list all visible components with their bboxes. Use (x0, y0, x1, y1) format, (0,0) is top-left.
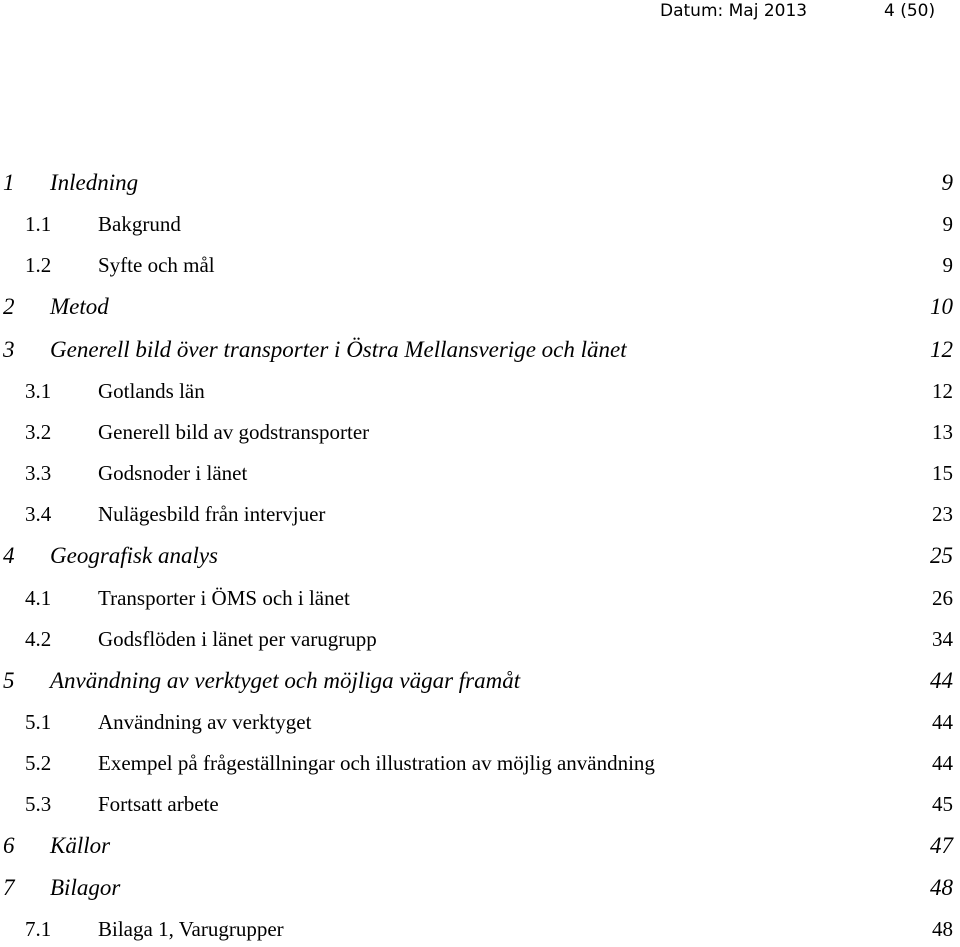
toc-entry-page: 25 (930, 543, 953, 568)
toc-entry-number: 3 (3, 337, 15, 362)
toc-entry-title: Syfte och mål (98, 253, 215, 277)
toc-entry[interactable] (0, 668, 960, 698)
toc-entry[interactable] (0, 502, 960, 532)
toc-entry-title: Nulägesbild från intervjuer (98, 502, 326, 526)
toc-entry-title: Inledning (50, 170, 139, 195)
toc-entry-page: 23 (932, 502, 953, 526)
toc-entry[interactable] (0, 253, 960, 283)
toc-entry-page: 12 (932, 379, 953, 403)
toc-entry-title: Bilaga 1, Varugrupper (98, 917, 284, 941)
toc-entry[interactable] (0, 751, 960, 781)
toc-entry[interactable] (0, 792, 960, 822)
toc-entry-title: Fortsatt arbete (98, 792, 219, 816)
toc-entry-title: Bakgrund (98, 212, 181, 236)
header-page-number: 4 (50) (884, 1, 936, 21)
toc-entry-number: 5.2 (25, 751, 52, 775)
toc-entry[interactable] (0, 420, 960, 450)
toc-entry-number: 3.1 (25, 379, 52, 403)
toc-entry[interactable] (0, 461, 960, 491)
toc-entry-page: 47 (930, 833, 953, 858)
toc-entry-page: 48 (930, 875, 953, 900)
toc-entry-title: Exempel på frågeställningar och illustration av möjlig användning (98, 751, 655, 775)
toc-entry-title: Godsnoder i länet (98, 461, 248, 485)
toc-entry-number: 7.1 (25, 917, 52, 941)
toc-entry-title: Bilagor (50, 875, 121, 900)
toc-entry-page: 44 (932, 710, 953, 734)
toc-entry-title: Geografisk analys (50, 543, 219, 568)
toc-entry-title: Källor (50, 833, 111, 858)
toc-entry[interactable] (0, 875, 960, 905)
toc-entry-title: Generell bild över transporter i Östra Mellansverige och länet (50, 337, 627, 362)
toc-entry-title: Användning av verktyget (98, 710, 312, 734)
toc-entry[interactable] (0, 586, 960, 616)
toc-entry-number: 2 (3, 294, 15, 319)
toc-entry-page: 9 (942, 253, 953, 277)
toc-entry-page: 45 (932, 792, 953, 816)
toc-entry-page: 10 (930, 294, 953, 319)
toc-entry-page: 26 (932, 586, 953, 610)
toc-entry-title: Gotlands län (98, 379, 205, 403)
toc-entry[interactable] (0, 710, 960, 740)
header-date: Datum: Maj 2013 (660, 1, 808, 21)
toc-entry-title: Metod (50, 294, 109, 319)
toc-entry-title: Generell bild av godstransporter (98, 420, 370, 444)
toc-entry[interactable] (0, 833, 960, 863)
toc-entry-number: 1.2 (25, 253, 52, 277)
toc-entry-number: 5 (3, 668, 15, 693)
toc-entry-page: 9 (942, 212, 953, 236)
toc-entry-number: 3.2 (25, 420, 52, 444)
toc-entry-number: 3.3 (25, 461, 52, 485)
toc-entry[interactable] (0, 212, 960, 242)
toc-entry[interactable] (0, 170, 960, 200)
toc-entry-number: 6 (3, 833, 15, 858)
toc-entry[interactable] (0, 543, 960, 573)
toc-entry-number: 5.1 (25, 710, 52, 734)
toc-entry[interactable] (0, 627, 960, 657)
toc-entry-number: 7 (3, 875, 15, 900)
toc-entry-page: 34 (932, 627, 953, 651)
toc-entry-page: 44 (932, 751, 953, 775)
toc-entry-title: Användning av verktyget och möjliga vägar framåt (50, 668, 521, 693)
toc-entry-page: 48 (932, 917, 953, 941)
toc-entry-page: 9 (941, 170, 953, 195)
toc-entry-number: 3.4 (25, 502, 52, 526)
toc-entry-title: Godsflöden i länet per varugrupp (98, 627, 377, 651)
toc-entry-number: 4 (3, 543, 15, 568)
toc-entry-number: 1 (3, 170, 15, 195)
toc-entry[interactable] (0, 337, 960, 367)
toc-entry-title: Transporter i ÖMS och i länet (98, 586, 350, 610)
toc-entry-page: 12 (930, 337, 953, 362)
toc-entry-page: 44 (930, 668, 953, 693)
toc-entry-number: 1.1 (25, 212, 52, 236)
toc-entry[interactable] (0, 294, 960, 324)
toc-entry-number: 4.1 (25, 586, 52, 610)
toc-entry-page: 13 (932, 420, 953, 444)
toc-entry-number: 4.2 (25, 627, 52, 651)
toc-entry-page: 15 (932, 461, 953, 485)
toc-entry[interactable] (0, 379, 960, 409)
toc-entry-number: 5.3 (25, 792, 52, 816)
